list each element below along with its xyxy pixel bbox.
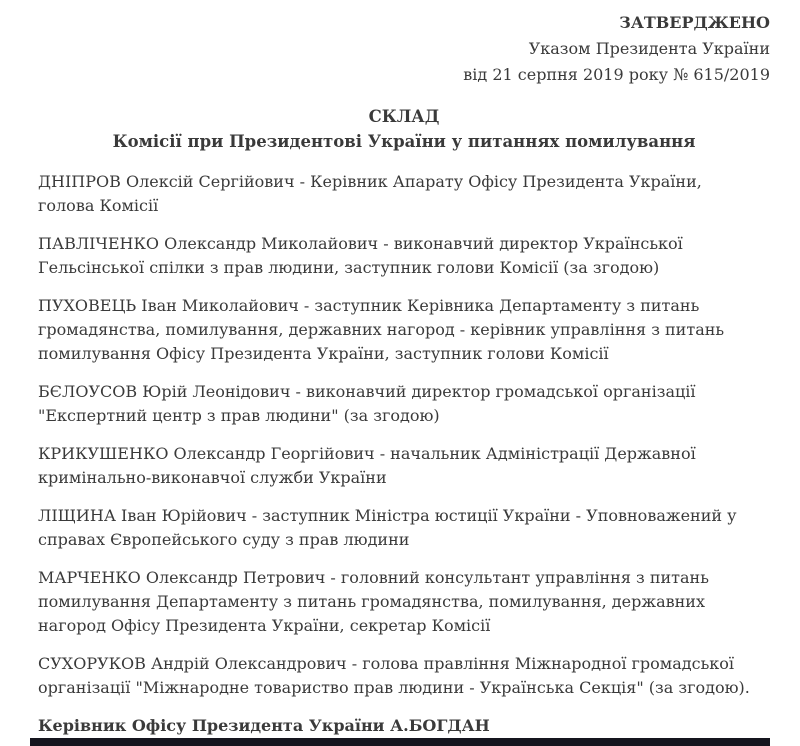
member-entry: БЄЛОУСОВ Юрій Леонідович - виконавчий директор громадської організації "Експертний центр з прав людини" (за згодою) — [38, 382, 696, 425]
member-entry: СУХОРУКОВ Андрій Олександрович - голова правління Міжнародної громадської організації "Міжнародне товариство прав людини - Українська Секція" (за згодою). — [38, 654, 750, 697]
member-entry: ДНІПРОВ Олексій Сергійович - Керівник Апарату Офісу Президента України, голова Комісії — [38, 172, 702, 215]
document-title-line1: СКЛАД — [368, 107, 440, 126]
member-entry: ПАВЛІЧЕНКО Олександр Миколайович - виконавчий директор Української Гельсінської спілки з прав людини, заступник голови Комісії (за згодою) — [38, 234, 683, 277]
member-entry: МАРЧЕНКО Олександр Петрович - головний консультант управління з питань помилування Департаменту з питань громадянства, помилування, державних нагород Офісу Президента України, секретар Комісії — [38, 568, 709, 635]
approval-ref-line2: від 21 серпня 2019 року № 615/2019 — [463, 65, 770, 84]
approval-block — [38, 10, 770, 88]
document-title-line2: Комісії при Президентові України у питаннях помилування — [112, 132, 696, 151]
bottom-bar — [30, 738, 770, 746]
signature-line: Керівник Офісу Президента України А.БОГДАН — [38, 716, 490, 735]
document-title — [38, 104, 770, 154]
member-entry: КРИКУШЕНКО Олександр Георгійович - начальник Адміністрації Державної кримінально-виконавчої служби України — [38, 444, 696, 487]
approval-stamp: ЗАТВЕРДЖЕНО — [619, 13, 770, 32]
members-list — [38, 170, 770, 700]
approval-ref-line1: Указом Президента України — [528, 39, 770, 58]
member-entry: ЛІЩИНА Іван Юрійович - заступник Міністра юстиції України - Уповноважений у справах Європейського суду з прав людини — [38, 506, 737, 549]
member-entry: ПУХОВЕЦЬ Іван Миколайович - заступник Керівника Департаменту з питань громадянства, помилування, державних нагород - керівник управління з питань помилування Офісу Президента України, заступник голови Комісії — [38, 296, 725, 363]
